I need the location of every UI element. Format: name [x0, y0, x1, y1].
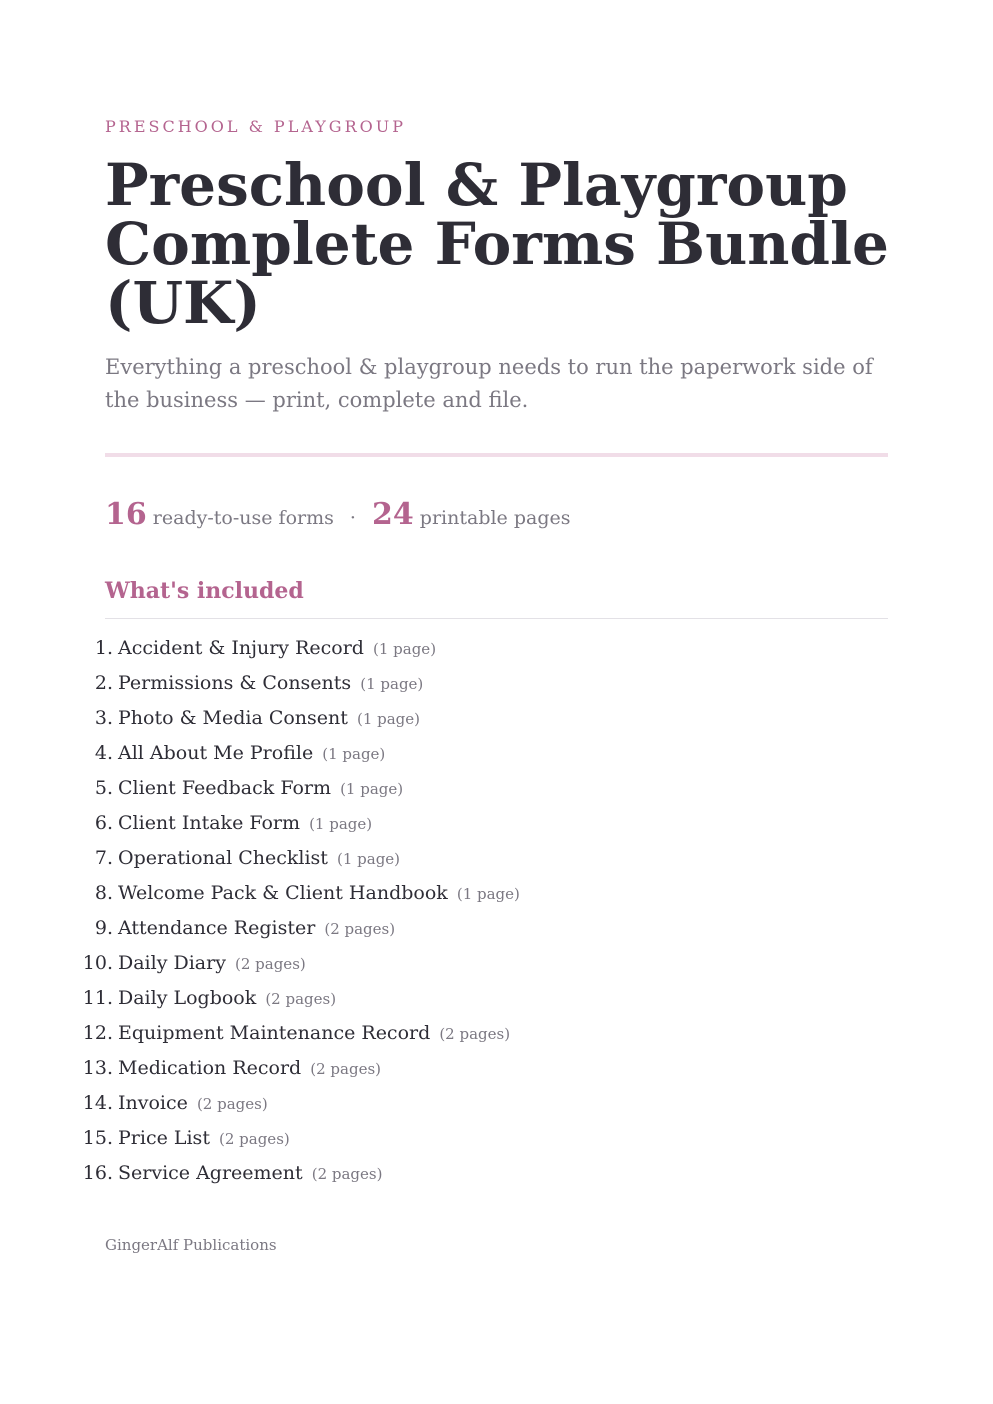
list-item-pages: (2 pages): [324, 920, 396, 938]
list-item-name: Medication Record: [118, 1057, 302, 1079]
list-item-name: Accident & Injury Record: [118, 637, 364, 659]
forms-count: 16: [105, 497, 147, 532]
included-forms-list: [82, 633, 520, 1193]
list-item-pages: (1 page): [322, 745, 386, 763]
list-item-name: Price List: [118, 1127, 210, 1149]
list-item-number: 2.: [94, 672, 113, 694]
list-item-number: 15.: [82, 1127, 113, 1149]
list-item-name: Attendance Register: [118, 917, 316, 939]
list-item: [82, 948, 520, 983]
list-item: [93, 738, 520, 773]
list-item: [93, 703, 520, 738]
list-item-name: Service Agreement: [118, 1162, 303, 1184]
publisher-footer: GingerAlf Publications: [105, 1236, 277, 1254]
list-item-number: 9.: [94, 917, 113, 939]
category-eyebrow: PRESCHOOL & PLAYGROUP: [105, 117, 406, 136]
list-item-name: Daily Diary: [118, 952, 226, 974]
list-item: [93, 773, 520, 808]
list-item-name: All About Me Profile: [118, 742, 314, 764]
list-item-number: 6.: [94, 812, 113, 834]
list-item-name: Client Intake Form: [118, 812, 301, 834]
list-item-pages: (1 page): [360, 675, 424, 693]
accent-divider: [105, 453, 888, 457]
list-item-name: Operational Checklist: [118, 847, 328, 869]
list-item-name: Daily Logbook: [118, 987, 257, 1009]
list-item-number: 7.: [94, 847, 113, 869]
list-item-pages: (1 page): [456, 885, 520, 903]
list-item-pages: (2 pages): [219, 1130, 290, 1148]
pages-count: 24: [372, 497, 414, 532]
list-item-name: Client Feedback Form: [118, 777, 332, 799]
list-item-pages: (1 page): [336, 850, 401, 868]
bundle-stats: [105, 497, 571, 532]
stats-separator: ·: [349, 507, 356, 529]
list-item-name: Equipment Maintenance Record: [118, 1022, 431, 1044]
list-item: [82, 1088, 520, 1123]
page-subtitle: Everything a preschool & playgroup needs to run the paperwork side of the business — print, complete and file.: [105, 355, 873, 412]
list-item-pages: (1 page): [356, 710, 421, 728]
list-item-number: 12.: [82, 1022, 113, 1044]
list-item-number: 3.: [94, 707, 113, 729]
section-divider: [105, 618, 888, 619]
list-item-pages: (2 pages): [311, 1165, 383, 1183]
list-item-pages: (2 pages): [265, 990, 337, 1008]
list-item-number: 1.: [94, 637, 113, 659]
list-item: [82, 1053, 520, 1088]
list-item-number: 8.: [94, 882, 113, 904]
list-item: [82, 983, 520, 1018]
list-item-name: Invoice: [118, 1092, 188, 1114]
included-heading: What's included: [105, 578, 304, 604]
list-item-number: 13.: [82, 1057, 113, 1079]
list-item-name: Photo & Media Consent: [118, 707, 348, 729]
list-item-number: 5.: [94, 777, 113, 799]
list-item: [82, 1018, 520, 1053]
list-item: [93, 878, 520, 913]
list-item-number: 4.: [94, 742, 113, 764]
list-item-name: Welcome Pack & Client Handbook: [118, 882, 448, 904]
list-item-pages: (1 page): [373, 640, 437, 658]
list-item-number: 11.: [82, 987, 113, 1009]
list-item: [93, 808, 520, 843]
list-item-pages: (2 pages): [439, 1025, 511, 1043]
list-item: [93, 913, 520, 948]
list-item: [82, 1158, 520, 1193]
list-item: [93, 633, 520, 668]
list-item-pages: (2 pages): [235, 955, 306, 973]
list-item-name: Permissions & Consents: [118, 672, 352, 694]
page-title: Preschool & Playgroup Complete Forms Bundle (UK): [105, 151, 889, 337]
list-item: [93, 668, 520, 703]
list-item-number: 14.: [82, 1092, 113, 1114]
pages-label: printable pages: [419, 507, 571, 529]
list-item-pages: (2 pages): [310, 1060, 382, 1078]
forms-label: ready-to-use forms: [152, 507, 334, 529]
list-item: [82, 1123, 520, 1158]
list-item-number: 16.: [82, 1162, 113, 1184]
list-item-pages: (2 pages): [196, 1095, 268, 1113]
list-item-number: 10.: [82, 952, 113, 974]
list-item-pages: (1 page): [309, 815, 373, 833]
list-item: [93, 843, 520, 878]
list-item-pages: (1 page): [340, 780, 404, 798]
